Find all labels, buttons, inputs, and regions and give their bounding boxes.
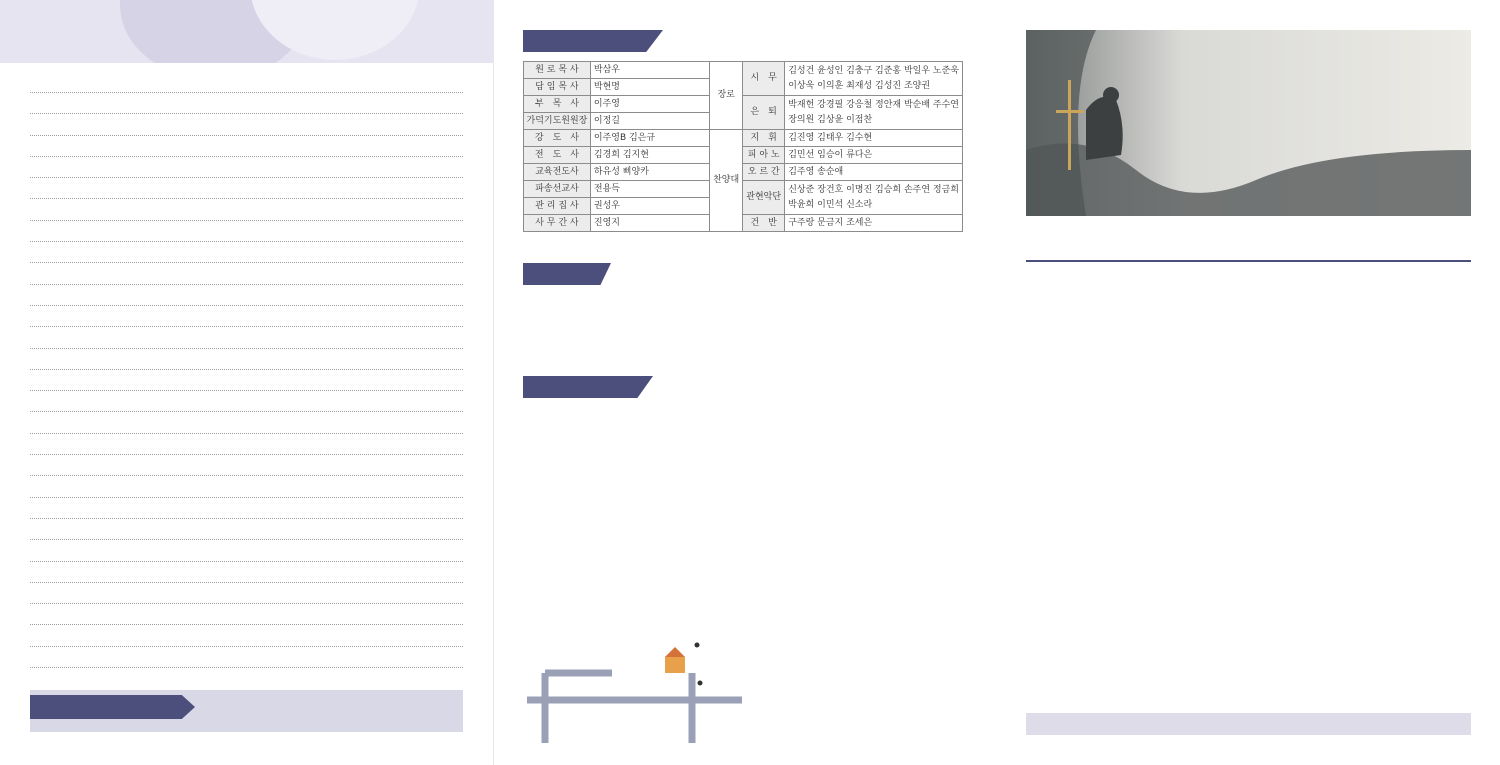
note-line (30, 198, 463, 199)
note-line (30, 603, 463, 604)
staff-name: 하유성 삐양카 (590, 164, 709, 181)
kneeling-figure (1086, 97, 1123, 160)
member-line: 김주영 송순애 (788, 166, 844, 177)
staff-name: 권성우 (590, 198, 709, 215)
sermon-note-header (0, 0, 493, 63)
note-line (30, 497, 463, 498)
staff-name: 진영지 (590, 215, 709, 232)
staff-role: 원 로 목 사 (524, 62, 591, 79)
subgroup-label: 피 아 노 (743, 147, 785, 164)
note-line (30, 667, 463, 668)
member-names (785, 164, 963, 181)
church-building-icon (665, 647, 685, 657)
plan-section-title (523, 263, 611, 285)
broadcast-info (30, 690, 463, 732)
member-line: 박윤희 이민석 신소라 (788, 199, 873, 210)
staff-role: 사 무 간 사 (524, 215, 591, 232)
subgroup-label: 지 휘 (743, 130, 785, 147)
kneeling-figure (1103, 87, 1119, 103)
note-line (30, 475, 463, 476)
note-line (30, 369, 463, 370)
map-marker (698, 681, 703, 686)
note-line (30, 113, 463, 114)
note-line (30, 646, 463, 647)
cross-icon (1068, 80, 1071, 170)
sermon-note-panel (0, 0, 493, 765)
note-line (30, 348, 463, 349)
note-line (30, 262, 463, 263)
staff-name: 이정길 (590, 113, 709, 130)
staff-role: 강 도 사 (524, 130, 591, 147)
note-line (30, 92, 463, 93)
note-line (30, 624, 463, 625)
note-line (30, 411, 463, 412)
group-label: 장로 (710, 62, 743, 130)
member-names (785, 130, 963, 147)
member-line: 신상준 장건호 이명진 김승희 손주연 정금희 (788, 184, 959, 195)
map-marker (695, 643, 700, 648)
church-building-icon (665, 657, 685, 673)
note-line (30, 156, 463, 157)
note-line (30, 433, 463, 434)
member-names (785, 96, 963, 130)
church-logo-icon (765, 640, 915, 674)
group-label: 찬양대 (710, 130, 743, 232)
table-row (524, 147, 963, 164)
subgroup-label: 건 반 (743, 215, 785, 232)
table-row (524, 62, 963, 79)
servers-section-title (523, 30, 663, 52)
staff-role: 담 임 목 사 (524, 79, 591, 96)
note-line (30, 305, 463, 306)
note-line (30, 582, 463, 583)
sunday-worship-heading (1026, 236, 1471, 262)
member-line: 구주랑 문금지 조세은 (788, 217, 873, 228)
note-line (30, 241, 463, 242)
broadcast-tag (30, 695, 195, 719)
table-row (524, 215, 963, 232)
member-line: 김진영 김태우 김수현 (788, 132, 873, 143)
staff-role: 전 도 사 (524, 147, 591, 164)
member-line: 박재헌 강경필 강응철 정안재 박순배 주수연 (788, 99, 959, 110)
note-line (30, 177, 463, 178)
staff-role: 교육전도사 (524, 164, 591, 181)
member-line: 이상욱 이의훈 최재성 김성진 조양권 (788, 80, 931, 91)
table-row (524, 130, 963, 147)
subgroup-label: 관현악단 (743, 181, 785, 215)
staff-role: 가덕기도원원장 (524, 113, 591, 130)
note-line (30, 518, 463, 519)
note-line (30, 135, 463, 136)
motto-banner (1026, 30, 1471, 216)
worship-section-title (523, 376, 653, 398)
note-line (30, 390, 463, 391)
cross-icon (1056, 110, 1084, 113)
church-logo (765, 640, 915, 674)
servers-table (523, 61, 963, 232)
subgroup-label: 시 무 (743, 62, 785, 96)
note-lines (30, 92, 463, 688)
member-names (785, 215, 963, 232)
staff-name: 박삼우 (590, 62, 709, 79)
table-row (524, 181, 963, 198)
member-names (785, 62, 963, 96)
member-line: 장의원 김상윤 이점찬 (788, 114, 873, 125)
member-names (785, 181, 963, 215)
subgroup-label: 은 퇴 (743, 96, 785, 130)
staff-name: 이주영B 김은규 (590, 130, 709, 147)
staff-role: 파송선교사 (524, 181, 591, 198)
staff-name: 전용득 (590, 181, 709, 198)
note-line (30, 454, 463, 455)
note-line (30, 326, 463, 327)
staff-role: 부 목 사 (524, 96, 591, 113)
staff-name: 김경희 김지현 (590, 147, 709, 164)
member-line: 김민선 임승이 류다은 (788, 149, 873, 160)
note-line (30, 284, 463, 285)
note-line (30, 539, 463, 540)
staff-name: 이주영 (590, 96, 709, 113)
staff-name: 박현명 (590, 79, 709, 96)
staff-role: 관 리 집 사 (524, 198, 591, 215)
table-row (524, 96, 963, 113)
subgroup-label: 오 르 간 (743, 164, 785, 181)
motto-artwork (1026, 30, 1471, 216)
member-line: 김성건 윤성인 김충구 김준홍 박일우 노준욱 (788, 65, 959, 76)
table-row (524, 164, 963, 181)
church-map (522, 633, 747, 743)
note-line (30, 561, 463, 562)
member-names (785, 147, 963, 164)
next-week-prayer (1026, 713, 1471, 735)
note-line (30, 220, 463, 221)
